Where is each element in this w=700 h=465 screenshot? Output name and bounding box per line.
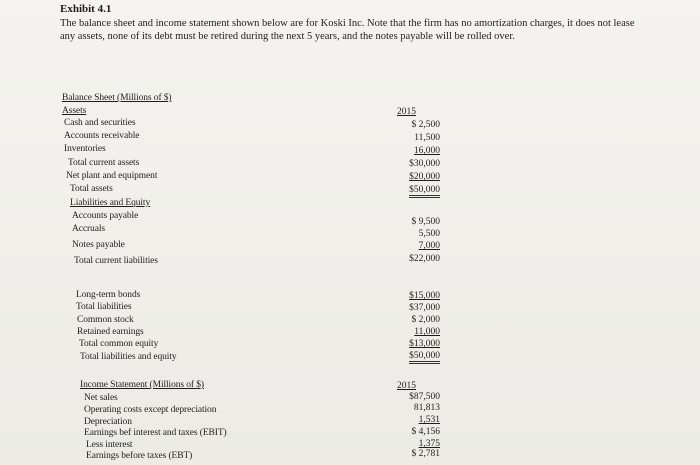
row-label: Inventories <box>64 144 106 154</box>
row-label: Accounts payable <box>72 211 139 221</box>
row-value: 16,000 <box>413 146 440 156</box>
row-label: Cash and securities <box>64 118 136 128</box>
row-value: 1,375 <box>418 439 440 449</box>
income-statement-year: 2015 <box>397 381 416 391</box>
row-label: Total current assets <box>68 158 140 168</box>
row-value: $20,000 <box>409 172 440 182</box>
row-value: $ 2,500 <box>411 120 440 130</box>
row-label: Accruals <box>72 224 105 234</box>
row-value: $37,000 <box>409 303 440 313</box>
row-label: Total liabilities and equity <box>80 352 177 362</box>
row-label: Net sales <box>84 393 118 403</box>
income-statement-title: Income Statement (Millions of $) <box>80 380 204 390</box>
row-label: Total liabilities <box>76 302 132 312</box>
row-value: $50,000 <box>409 185 440 198</box>
balance-sheet-year: 2015 <box>397 107 416 117</box>
row-label: Accounts receivable <box>64 131 140 141</box>
row-value: $ 4,156 <box>411 427 440 437</box>
row-label: Operating costs except depreciation <box>84 405 217 415</box>
exhibit-title: Exhibit 4.1 <box>60 3 112 15</box>
row-value: $22,000 <box>409 254 440 264</box>
row-value: 7,000 <box>418 241 440 251</box>
row-value: $ 2,000 <box>411 315 440 325</box>
row-value: 11,500 <box>414 133 440 143</box>
row-value: $13,000 <box>409 339 440 349</box>
row-label: Net plant and equipment <box>66 171 158 181</box>
row-value: $ 2,781 <box>411 449 440 459</box>
row-value: $ 9,500 <box>411 217 440 227</box>
row-label: Total assets <box>70 184 113 194</box>
row-value: $30,000 <box>409 159 440 169</box>
row-label: Earnings bef interest and taxes (EBIT) <box>84 428 227 438</box>
row-label: Long-term bonds <box>76 290 141 300</box>
row-value: 11,000 <box>414 327 440 337</box>
balance-sheet-title: Balance Sheet (Millions of $) <box>62 93 172 103</box>
row-label: Depreciation <box>84 417 132 427</box>
row-label: Less interest <box>86 440 133 450</box>
row-value: 1,531 <box>418 415 440 425</box>
row-label: Earnings before taxes (EBT) <box>86 451 193 461</box>
row-value: $50,000 <box>409 351 440 364</box>
row-label: Total common equity <box>79 339 159 349</box>
row-value: $15,000 <box>409 291 440 301</box>
row-label: Common stock <box>77 315 134 325</box>
assets-header: Assets <box>62 106 87 116</box>
liabilities-header: Liabilities and Equity <box>70 198 151 208</box>
row-value: 5,500 <box>418 229 440 239</box>
row-label: Notes payable <box>72 240 125 250</box>
row-value: $87,500 <box>409 392 440 402</box>
row-value: 81,813 <box>413 403 440 413</box>
row-label: Retained earnings <box>77 327 144 337</box>
row-label: Total current liabilities <box>74 256 158 266</box>
intro-paragraph: The balance sheet and income statement shown below are for Koski Inc. Note that the firm has no amortization charges, it does not lease any assets, none of its debt must be retired during the next 5 years, and the notes payable will be rolled over. <box>60 18 635 42</box>
